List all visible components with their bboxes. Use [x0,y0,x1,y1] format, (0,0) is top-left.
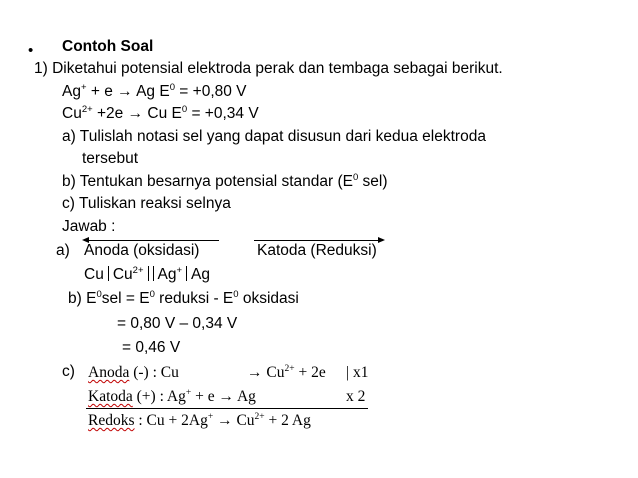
right-arrow-head-icon [378,237,385,243]
sum-rule [86,408,368,409]
answer-a-letter: a) [56,242,70,259]
question-a-line1: a) Tulislah notasi sel yang dapat disusun dari kedua elektroda [62,128,486,145]
reaction-anoda-multiplier: | x1 [346,364,369,381]
reaction-redoks: Redoks : $Cu + 2Ag^+ \to Cu^{2+} + 2$ Ag [88,412,311,429]
question-c: c) Tuliskan reaksi selnya [62,195,231,212]
equation-silver: Ag+ + e → Ag $E^0 = +0,80$ V [62,82,247,100]
question-b: b) Tentukan besarnya potensial standar ($E^0$ sel) [62,172,388,190]
question-a-line2: tersebut [82,150,139,167]
bullet: • [28,42,34,59]
katoda-label: Katoda (Reduksi) [257,242,377,259]
title: Contoh Soal [62,38,154,55]
answer-heading: Jawab : [62,218,116,235]
equation-copper: $Cu^{2+} +2e \to Cu$ $E^0 = +0,34$ V [62,104,259,122]
cell-notation: Cu $Cu^{2+}$ Ag+ Ag [84,265,210,283]
reaction-katoda-multiplier: x 2 [346,388,366,405]
reaction-katoda: Katoda (+) : Ag+ + e → Ag [88,388,256,405]
answer-b-result: = 0,46 V [122,339,181,356]
anoda-label: Anoda (oksidasi) [84,242,200,259]
reaction-anoda-product: → $Cu^{2+} + 2e$ [247,364,326,381]
reaction-anoda: Anoda (-) : Cu [88,364,179,381]
answer-b-formula: b) $E^0sel = E^0$ reduksi - $E^0$ oksidasi [68,289,299,307]
question-intro: 1) Diketahui potensial elektroda perak dan tembaga sebagai berikut. [34,60,503,77]
answer-c-letter: c) [62,363,75,380]
answer-b-substitution: = 0,80 V – 0,34 V [117,315,238,332]
